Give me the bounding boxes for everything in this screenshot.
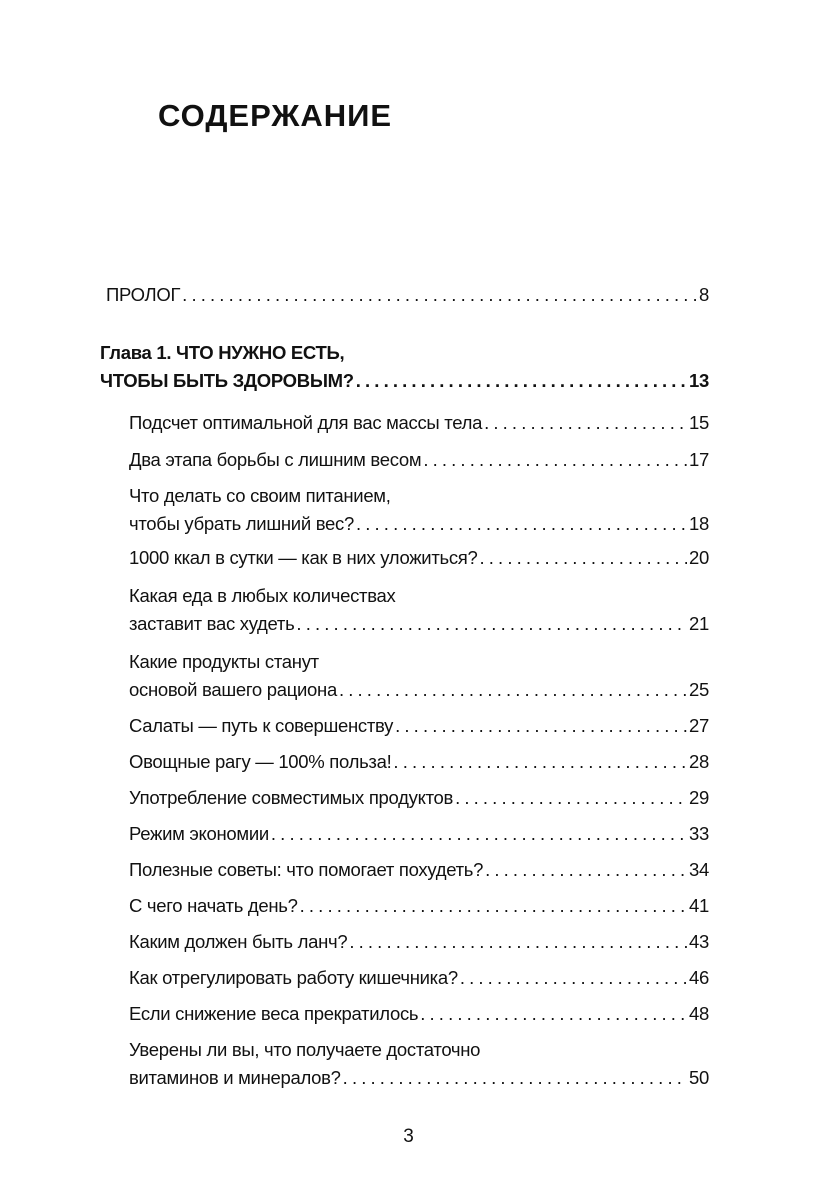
toc-entry-title-line: Как отрегулировать работу кишечника? xyxy=(129,967,458,988)
dot-leader xyxy=(182,281,697,309)
toc-entry-final-line xyxy=(106,281,709,309)
toc-entry-title-line: Что делать со своим питанием, xyxy=(129,485,391,506)
toc-entry-final-line xyxy=(129,712,709,740)
toc-entry[interactable] xyxy=(129,784,709,812)
toc-page-number: 50 xyxy=(689,1067,709,1088)
toc-entry-title-line: Уверены ли вы, что получаете достаточно xyxy=(129,1039,481,1060)
dot-leader xyxy=(393,748,687,776)
toc-entry-final-line xyxy=(129,856,709,884)
toc-page-number: 27 xyxy=(689,715,709,736)
page-title: СОДЕРЖАНИЕ xyxy=(158,98,393,133)
dot-leader xyxy=(356,367,687,395)
toc-page-number: 25 xyxy=(689,679,709,700)
dot-leader xyxy=(484,409,687,437)
toc-entry[interactable] xyxy=(129,582,709,638)
toc-page-number: 13 xyxy=(689,370,709,391)
toc-entry-final-line xyxy=(129,510,709,538)
toc-entry-title-line: С чего начать день? xyxy=(129,895,298,916)
toc-entry-final-line xyxy=(129,1000,709,1028)
toc-page-number: 29 xyxy=(689,787,709,808)
toc-entry-final-line xyxy=(129,409,709,437)
toc-entry-title-line: Глава 1. ЧТО НУЖНО ЕСТЬ, xyxy=(100,342,345,363)
dot-leader xyxy=(423,446,687,474)
toc-entry-final-line xyxy=(129,748,709,776)
dot-leader xyxy=(420,1000,687,1028)
toc-entry[interactable] xyxy=(129,856,709,884)
toc-entry-title-line: Если снижение веса прекратилось xyxy=(129,1003,419,1024)
toc-entry-title-line: ЧТОБЫ БЫТЬ ЗДОРОВЫМ? xyxy=(100,370,354,391)
toc-entry-title-line: основой вашего рациона xyxy=(129,679,337,700)
toc-page-number: 15 xyxy=(689,412,709,433)
toc-entry-title-line: заставит вас худеть xyxy=(129,613,295,634)
dot-leader xyxy=(395,712,687,740)
toc-entry[interactable] xyxy=(129,712,709,740)
toc-entry-final-line xyxy=(100,367,709,395)
toc-entry[interactable] xyxy=(129,446,709,474)
toc-entry-prolog[interactable] xyxy=(106,281,709,309)
toc-page-number: 48 xyxy=(689,1003,709,1024)
toc-page-number: 28 xyxy=(689,751,709,772)
toc-entry-title-line: Употребление совместимых продуктов xyxy=(129,787,454,808)
toc-entry-title-line: ПРОЛОГ xyxy=(106,284,181,305)
toc-entry-final-line xyxy=(129,784,709,812)
toc-entry-title-line: Каким должен быть ланч? xyxy=(129,931,348,952)
toc-entry[interactable] xyxy=(129,820,709,848)
toc-page-number: 21 xyxy=(689,613,709,634)
dot-leader xyxy=(480,544,688,572)
dot-leader xyxy=(343,1064,687,1092)
toc-entry-title-line: Режим экономии xyxy=(129,823,269,844)
toc-entry-title-line: Какая еда в любых количествах xyxy=(129,585,396,606)
toc-entry-title-line: Какие продукты станут xyxy=(129,651,319,672)
toc-page-number: 20 xyxy=(689,547,709,568)
toc-entry[interactable] xyxy=(129,964,709,992)
toc-page-number: 43 xyxy=(689,931,709,952)
toc-entry-title-line: Овощные рагу — 100% польза! xyxy=(129,751,392,772)
toc-page-number: 33 xyxy=(689,823,709,844)
toc-page-number: 41 xyxy=(689,895,709,916)
dot-leader xyxy=(356,510,687,538)
toc-entry-final-line xyxy=(129,610,709,638)
toc-entry-title-line: Полезные советы: что помогает похудеть? xyxy=(129,859,484,880)
toc-entry[interactable] xyxy=(129,482,709,538)
toc-entry-final-line xyxy=(129,1064,709,1092)
toc-entry[interactable] xyxy=(129,748,709,776)
toc-entry-final-line xyxy=(129,544,709,572)
dot-leader xyxy=(485,856,687,884)
dot-leader xyxy=(349,928,687,956)
page-number: 3 xyxy=(403,1126,414,1147)
toc-entry-chapter-1[interactable] xyxy=(100,339,709,395)
toc-entry[interactable] xyxy=(129,544,709,572)
toc-entry-final-line xyxy=(129,892,709,920)
toc-entry-title-line: Два этапа борьбы с лишним весом xyxy=(129,449,422,470)
toc-entry[interactable] xyxy=(129,928,709,956)
toc-page-number: 8 xyxy=(699,284,709,305)
toc-entry[interactable] xyxy=(129,892,709,920)
dot-leader xyxy=(300,892,687,920)
toc-entry-final-line xyxy=(129,676,709,704)
dot-leader xyxy=(296,610,687,638)
dot-leader xyxy=(455,784,687,812)
toc-entry-title-line: 1000 ккал в сутки — как в них уложиться? xyxy=(129,547,478,568)
toc-entry[interactable] xyxy=(129,648,709,704)
toc-entry-final-line xyxy=(129,928,709,956)
toc-entry-final-line xyxy=(129,964,709,992)
dot-leader xyxy=(460,964,687,992)
dot-leader xyxy=(271,820,687,848)
toc-page-number: 17 xyxy=(689,449,709,470)
toc-entry[interactable] xyxy=(129,1036,709,1092)
toc-entry-title-line: Салаты — путь к совершенству xyxy=(129,715,394,736)
toc-entry-title-line: чтобы убрать лишний вес? xyxy=(129,513,354,534)
dot-leader xyxy=(339,676,687,704)
toc-entry[interactable] xyxy=(129,1000,709,1028)
toc-page-number: 34 xyxy=(689,859,709,880)
toc-page-number: 46 xyxy=(689,967,709,988)
toc-entry-final-line xyxy=(129,446,709,474)
toc-entry-final-line xyxy=(129,820,709,848)
toc-entry-title-line: Подсчет оптимальной для вас массы тела xyxy=(129,412,483,433)
toc-entry-title-line: витаминов и минералов? xyxy=(129,1067,341,1088)
toc-entry[interactable] xyxy=(129,409,709,437)
toc-page-number: 18 xyxy=(689,513,709,534)
